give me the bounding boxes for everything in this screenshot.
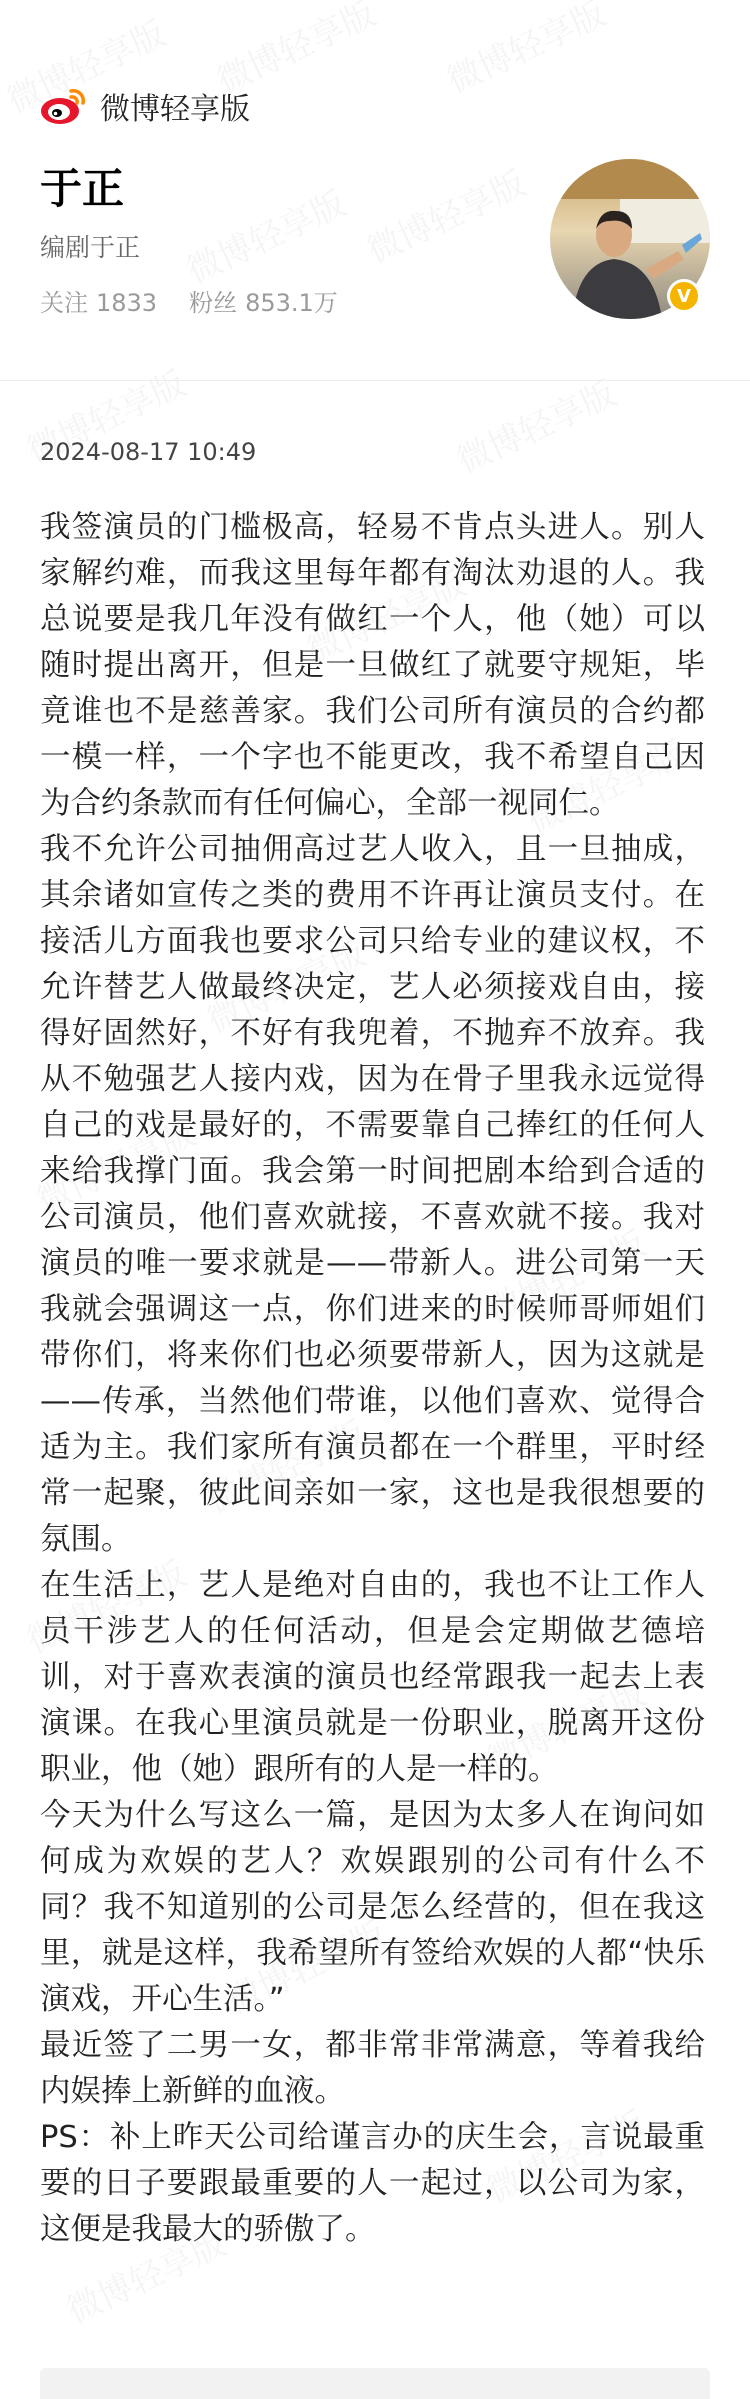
followers-count: 853.1万: [245, 289, 338, 317]
image-preview-strip[interactable]: [40, 2368, 710, 2399]
watermark: [448, 366, 623, 482]
verified-badge-icon: V: [667, 279, 701, 313]
post-paragraph: 今天为什么写这么一篇，是因为太多人在询问如何成为欢娱的艺人？欢娱跟别的公司有什么不同？我不知道别的公司是怎么经营的，但在我这里，就是这样，我希望所有签给欢娱的人都“快乐演戏，开心生活。”: [40, 1798, 705, 2017]
followers-stat[interactable]: [189, 283, 338, 318]
followers-label: 粉丝: [189, 289, 238, 317]
app-name: 微博轻享版: [100, 92, 250, 127]
post-paragraph: 我不允许公司抽佣高过艺人收入，且一旦抽成，其余诸如宣传之类的费用不许再让演员支付。在接活儿方面我也要求公司只给专业的建议权，不允许替艺人做最终决定，艺人必须接戏自由，接得好固然好，不好有我兜着，不抛弃不放弃。我从不勉强艺人接内戏，因为在骨子里我永远觉得自己的戏是最好的，不需要靠自己捧红的任何人来给我撑门面。我会第一时间把剧本给到合适的公司演员，他们喜欢就接，不喜欢就不接。我对演员的唯一要求就是——带新人。进公司第一天我就会强调这一点，你们进来的时候师哥师姐们带你们，将来你们也必须要带新人，因为这就是——传承，当然他们带谁，以他们喜欢、觉得合适为主。我们家所有演员都在一个群里，平时经常一起聚，彼此间亲如一家，这也是我很想要的氛围。: [40, 832, 705, 1557]
watermark: [438, 0, 613, 103]
post-paragraph: 我签演员的门槛极高，轻易不肯点头进人。别人家解约难，而我这里每年都有淘汰劝退的人。我总说要是我几年没有做红一个人，他（她）可以随时提出离开，但是一旦做红了就要守规矩，毕竟谁也不是慈善家。我们公司所有演员的合约都一模一样，一个字也不能更改，我不希望自己因为合约条款而有任何偏心，全部一视同仁。: [40, 510, 705, 821]
post-paragraph: PS：补上昨天公司给谨言办的庆生会，言说最重要的日子要跟最重要的人一起过，以公司为家，这便是我最大的骄傲了。: [40, 2120, 705, 2247]
following-count: 1833: [96, 289, 158, 317]
post-date: 2024-08-17 10:49: [40, 438, 257, 466]
divider: [0, 380, 750, 381]
watermark: [358, 156, 533, 272]
post-body: [40, 505, 705, 2253]
profile-name[interactable]: 于正: [40, 164, 125, 213]
watermark: [178, 176, 353, 292]
following-label: 关注: [40, 289, 88, 317]
post-paragraph: 最近签了二男一女，都非常非常满意，等着我给内娱捧上新鲜的血液。: [40, 2028, 705, 2109]
app-header: [40, 82, 250, 130]
post-paragraph: 在生活上，艺人是绝对自由的，我也不让工作人员干涉艺人的任何活动，但是会定期做艺德培训，对于喜欢表演的演员也经常跟我一起去上表演课。在我心里演员就是一份职业，脱离开这份职业，他（她）跟所有的人是一样的。: [40, 1568, 705, 1787]
profile-stats: [40, 283, 370, 318]
weibo-logo-icon: [40, 86, 88, 126]
profile-bio: 编剧于正: [40, 233, 141, 262]
following-stat[interactable]: [40, 283, 157, 318]
